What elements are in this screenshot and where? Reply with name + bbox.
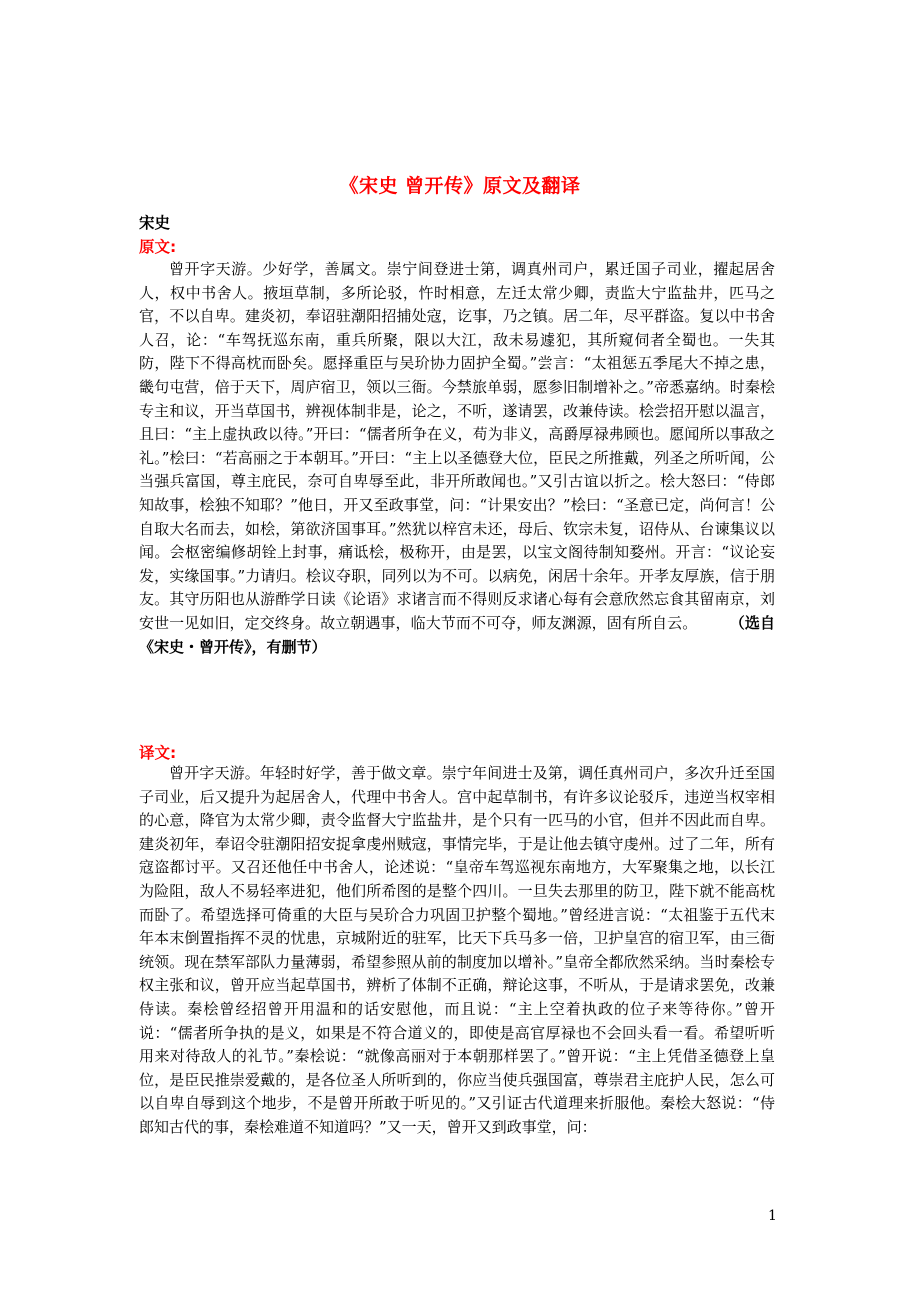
original-text-paragraph (139, 258, 775, 659)
translation-label: 译文: (139, 744, 177, 762)
citation: （选自《宋史・曾开传》，有删节） (139, 613, 775, 656)
original-text: 曾开字天游。少好学，善属文。崇宁间登进士第，调真州司户，累迁国子司业，擢起居舍人，权中书舍人。掖垣草制，多所论驳，忤时相意，左迁太常少卿，责监大宁监盐井，匹马之官，不以自卑。建炎初，奉诏驻潮阳招捕处寇，讫事，乃之镇。居二年，尽平群盗。复以中书舍人召，论：“车驾抚巡东南，重兵所聚，限以大江，敌未易遽犯，其所窥伺者全蜀也。一失其防，陛下不得高枕而卧矣。愿择重臣与吴玠协力固护全蜀。”尝言：“太祖惩五季尾大不掉之患，畿句屯营，倍于天下，周庐宿卫，领以三衙。今禁旅单弱，愿参旧制增补之。”帝悉嘉纳。时秦桧专主和议，开当草国书，辨视体制非是，论之，不听，遂请罢，改兼侍读。桧尝招开慰以温言，且曰：“主上虚执政以待。”开曰：“儒者所争在义，苟为非义，高爵厚禄弗顾也。愿闻所以事敌之礼。”桧曰：“若高丽之于本朝耳。”开曰：“主上以圣德登大位，臣民之所推戴，列圣之所听闻，公当强兵富国，尊主庇民，奈可自卑辱至此，非开所敢闻也。”又引古谊以折之。桧大怒曰：“侍郎知故事，桧独不知耶？”他日，开又至政事堂，问：“计果安出？”桧曰：“圣意已定，尚何言！公自取大名而去，如桧，第欲济国事耳。”然犹以梓宫未还，母后、钦宗未复，诏侍从、台谏集议以闻。会枢密编修胡铨上封事，痛诋桧，极称开，由是罢，以宝文阁待制知婺州。开言：“议论妄发，实缘国事。”力请归。桧议夺职，同列以为不可。以病免，闲居十余年。开孝友厚族，信于朋友。其守历阳也从游酢学日读《论语》求诸言而不得则反求诸心每有会意欣然忘食其留南京，刘安世一见如旧，定交终身。故立朝遇事，临大节而不可夺，师友渊源，固有所自云。 (139, 260, 775, 632)
translation-paragraph (139, 762, 775, 1140)
document-title: 《宋史 曾开传》原文及翻译 (339, 175, 581, 197)
original-text-label: 原文: (139, 238, 177, 256)
translation-text: 曾开字天游。年轻时好学，善于做文章。崇宁年间进士及第，调任真州司户，多次升迁至国子司业，后又提升为起居舍人，代理中书舍人。宫中起草制书，有许多议论驳斥，违逆当权宰相的心意，降官为太常少卿，责令监督大宁监盐井，是个只有一匹马的小官，但并不因此而自卑。建炎初年，奉诏令驻潮阳招安捉拿虔州贼寇，事情完毕，于是让他去镇守虔州。过了二年，所有寇盗都讨平。又召还他任中书舍人，论述说：“皇帝车驾巡视东南地方，大军聚集之地，以长江为险阻，敌人不易轻率进犯，他们所希图的是整个四川。一旦失去那里的防卫，陛下就不能高枕而卧了。希望选择可倚重的大臣与吴玠合力巩固卫护整个蜀地。”曾经进言说：“太祖鉴于五代末年本末倒置指挥不灵的忧患，京城附近的驻军，比天下兵马多一倍，卫护皇宫的宿卫军，由三衙统领。现在禁军部队力量薄弱，希望参照从前的制度加以增补。”皇帝全都欣然采纳。当时秦桧专权主张和议，曾开应当起草国书，辨析了体制不正确，辩论这事，不听从，于是请求罢免，改兼侍读。秦桧曾经招曾开用温和的话安慰他，而且说：“主上空着执政的位子来等待你。”曾开说：“儒者所争执的是义，如果是不符合道义的，即使是高官厚禄也不会回头看一看。希望听听用来对待敌人的礼节。”秦桧说：“就像高丽对于本朝那样罢了。”曾开说：“主上凭借圣德登上皇位，是臣民推崇爱戴的，是各位圣人所听到的，你应当使兵强国富，尊崇君主庇护人民，怎么可以自卑自辱到这个地步，不是曾开所敢于听见的。”又引证古代道理来折服他。秦桧大怒说：“侍郎知古代的事，秦桧难道不知道吗？”又一天，曾开又到政事堂，问： (139, 764, 775, 1136)
page-number: 1 (768, 1208, 777, 1224)
source-label: 宋史 (139, 214, 171, 232)
